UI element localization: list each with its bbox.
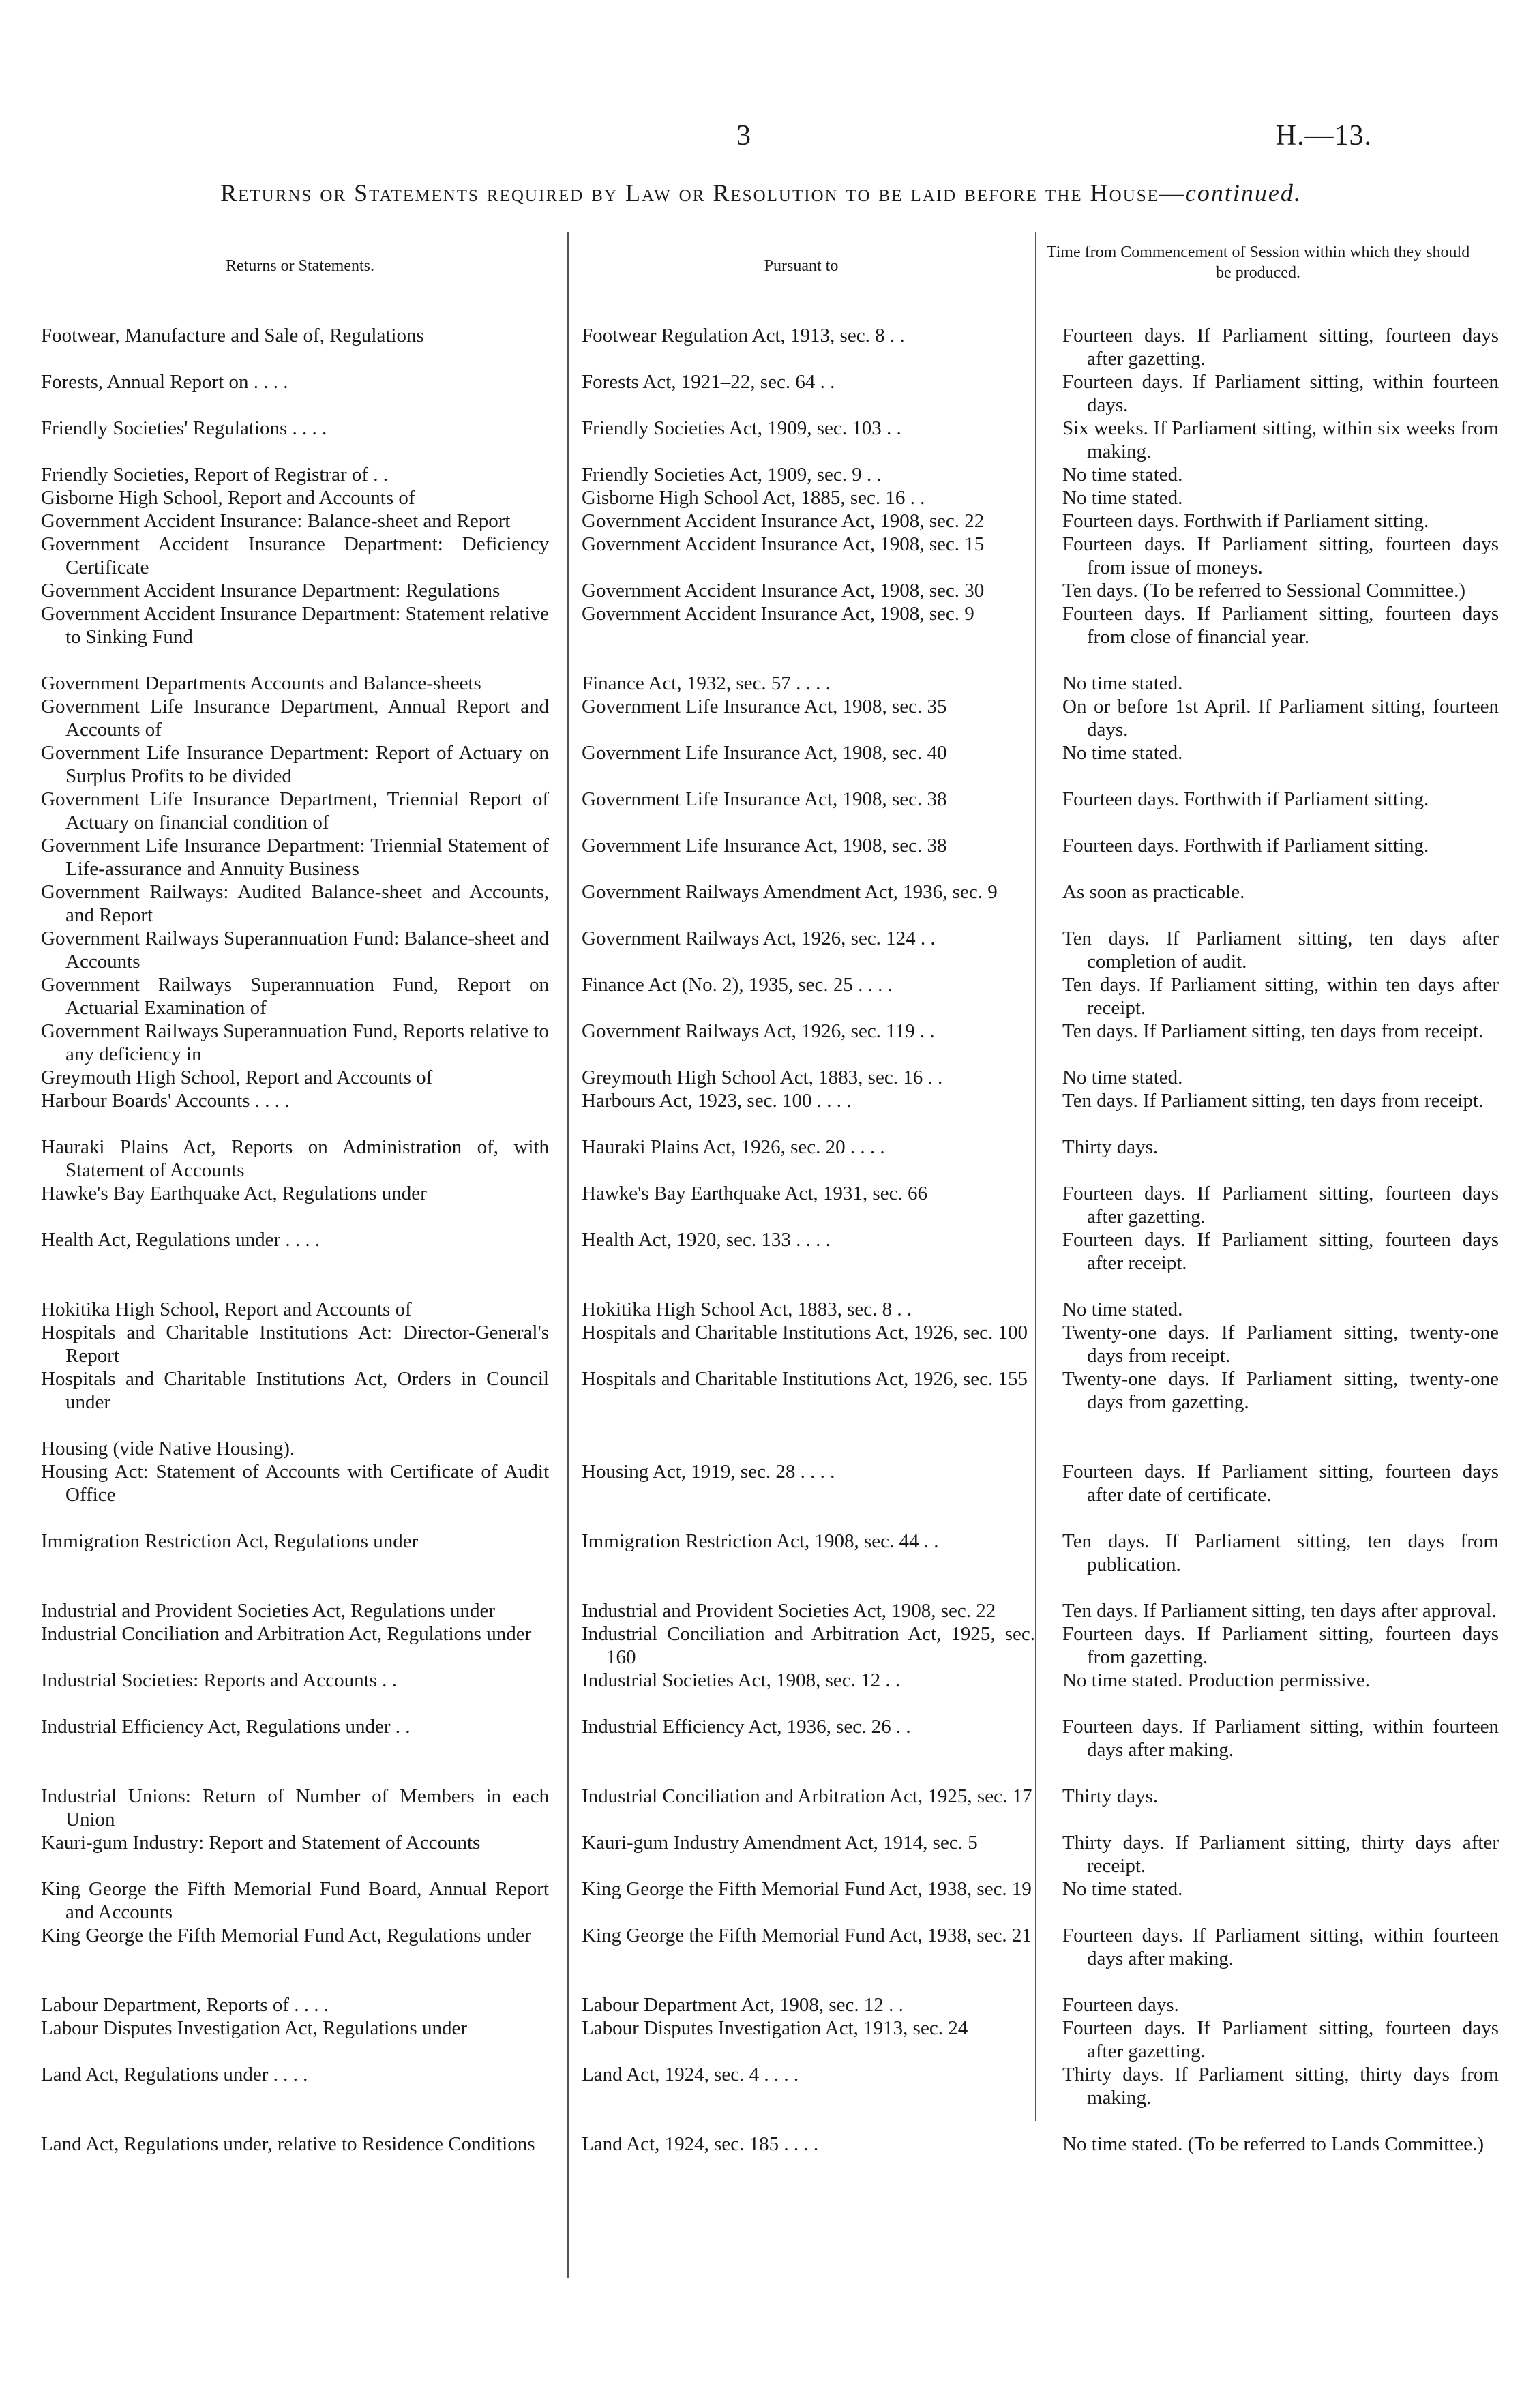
table-row	[0, 1066, 1522, 1089]
pursuant-cell: Finance Act, 1932, sec. 57 . . . .	[582, 672, 831, 694]
pursuant-cell: King George the Fifth Memorial Fund Act, 1938, sec. 21	[582, 1924, 1032, 1946]
row-spacer	[0, 2109, 1522, 2132]
returns-cell: Government Accident Insurance Department: Regulations	[41, 580, 501, 601]
time-cell: Fourteen days. If Parliament sitting, fourteen days from gazetting.	[1062, 1623, 1499, 1668]
time-cell	[1062, 1437, 1499, 1460]
row-spacer	[0, 1692, 1522, 1715]
returns-cell: Government Life Insurance Department, Triennial Report of Actuary on financial condition of	[41, 788, 549, 833]
column-header-time: Time from Commencement of Session within which they should be produced.	[1046, 243, 1470, 282]
time-cell: Thirty days.	[1062, 1785, 1159, 1807]
title-text: Returns or Statements required by Law or Resolution to be laid before the House—	[220, 179, 1185, 207]
returns-cell: Government Life Insurance Department: Triennial Statement of Life-assurance and Annuity Business	[41, 835, 549, 880]
time-cell: No time stated.	[1062, 672, 1183, 694]
table-row	[0, 1437, 1522, 1460]
row-spacer	[0, 1576, 1522, 1599]
returns-cell: Hospitals and Charitable Institutions Act, Orders in Council under	[41, 1368, 549, 1413]
time-cell: Thirty days. If Parliament sitting, thirty days after receipt.	[1062, 1832, 1499, 1877]
time-cell: No time stated.	[1062, 742, 1183, 764]
table-row	[0, 1622, 1522, 1669]
pursuant-cell: Government Life Insurance Act, 1908, sec. 40	[582, 742, 947, 764]
pursuant-cell: Industrial Societies Act, 1908, sec. 12 . .	[582, 1669, 901, 1691]
returns-cell: Hauraki Plains Act, Reports on Administration of, with Statement of Accounts	[41, 1136, 549, 1181]
returns-cell: Government Railways Superannuation Fund, Reports relative to any deficiency in	[41, 1020, 549, 1065]
time-cell: Fourteen days. Forthwith if Parliament sitting.	[1062, 510, 1429, 532]
returns-cell: Government Life Insurance Department: Report of Actuary on Surplus Profits to be divided	[41, 742, 549, 787]
table-row	[0, 2063, 1522, 2109]
time-cell: Fourteen days. If Parliament sitting, within fourteen days.	[1062, 371, 1499, 416]
pursuant-cell: Forests Act, 1921–22, sec. 64 . .	[582, 371, 835, 393]
pursuant-cell: Government Accident Insurance Act, 1908, sec. 9	[582, 603, 974, 625]
time-cell: Fourteen days. If Parliament sitting, fourteen days after gazetting.	[1062, 1183, 1499, 1228]
title-continued: continued.	[1184, 179, 1302, 207]
table-row	[0, 1228, 1522, 1275]
time-cell: No time stated.	[1062, 1298, 1183, 1320]
table-row	[0, 2017, 1522, 2063]
pursuant-cell: Health Act, 1920, sec. 133 . . . .	[582, 1229, 831, 1251]
pursuant-cell: Industrial and Provident Societies Act, 1908, sec. 22	[582, 1600, 996, 1622]
time-cell: No time stated.	[1062, 464, 1183, 486]
table-row	[0, 1367, 1522, 1414]
returns-cell: Health Act, Regulations under . . . .	[41, 1229, 320, 1251]
pursuant-cell: Gisborne High School Act, 1885, sec. 16 . .	[582, 487, 925, 509]
pursuant-cell: Hospitals and Charitable Institutions Act, 1926, sec. 100	[582, 1322, 1028, 1343]
returns-cell: Industrial Conciliation and Arbitration Act, Regulations under	[41, 1623, 532, 1645]
table-row	[0, 463, 1522, 486]
returns-cell: Hospitals and Charitable Institutions Act: Director-General's Report	[41, 1322, 549, 1367]
table-row	[0, 1993, 1522, 2017]
table-row	[0, 1530, 1522, 1576]
returns-table	[0, 324, 1522, 2156]
pursuant-cell: Industrial Conciliation and Arbitration Act, 1925, sec. 17	[582, 1785, 1032, 1807]
page-title	[0, 179, 1522, 207]
pursuant-cell: Immigration Restriction Act, 1908, sec. 44 . .	[582, 1530, 939, 1552]
time-cell: No time stated. (To be referred to Lands Committee.)	[1062, 2133, 1484, 2155]
pursuant-cell: Friendly Societies Act, 1909, sec. 9 . .	[582, 464, 882, 486]
returns-cell: Gisborne High School, Report and Accounts of	[41, 487, 415, 509]
returns-cell: Government Railways Superannuation Fund: Balance-sheet and Accounts	[41, 927, 549, 972]
returns-cell: Housing (vide Native Housing).	[41, 1438, 295, 1459]
table-row	[0, 1715, 1522, 1762]
pursuant-cell: Government Accident Insurance Act, 1908, sec. 22	[582, 510, 985, 532]
time-cell: Fourteen days. If Parliament sitting, fourteen days after receipt.	[1062, 1229, 1499, 1274]
table-row	[0, 741, 1522, 788]
time-cell: Thirty days.	[1062, 1136, 1159, 1158]
returns-cell: Industrial Unions: Return of Number of Members in each Union	[41, 1785, 549, 1830]
row-spacer	[0, 1506, 1522, 1530]
table-row	[0, 2132, 1522, 2156]
pursuant-cell: Industrial Efficiency Act, 1936, sec. 26 . .	[582, 1716, 911, 1738]
returns-cell: Industrial Societies: Reports and Accounts . .	[41, 1669, 397, 1691]
pursuant-cell: Government Life Insurance Act, 1908, sec. 35	[582, 696, 947, 717]
time-cell: Ten days. If Parliament sitting, ten days after approval.	[1062, 1600, 1497, 1622]
time-cell: Twenty-one days. If Parliament sitting, twenty-one days from gazetting.	[1062, 1368, 1499, 1413]
time-cell: Fourteen days. If Parliament sitting, fourteen days from issue of moneys.	[1062, 533, 1499, 578]
table-row	[0, 1831, 1522, 1877]
table-row	[0, 1135, 1522, 1182]
row-spacer	[0, 1275, 1522, 1298]
row-spacer	[0, 1414, 1522, 1437]
time-cell: Fourteen days. Forthwith if Parliament sitting.	[1062, 835, 1429, 857]
time-cell: Fourteen days. If Parliament sitting, fourteen days from close of financial year.	[1062, 603, 1499, 648]
time-cell: Fourteen days. If Parliament sitting, fourteen days after gazetting.	[1062, 2017, 1499, 2062]
time-cell: Twenty-one days. If Parliament sitting, twenty-one days from receipt.	[1062, 1322, 1499, 1367]
time-cell: Ten days. If Parliament sitting, ten days from receipt.	[1062, 1090, 1484, 1112]
document-code: H.—13.	[1275, 120, 1372, 151]
pursuant-cell: Harbours Act, 1923, sec. 100 . . . .	[582, 1090, 852, 1112]
table-row	[0, 1669, 1522, 1692]
returns-cell: Government Railways Superannuation Fund, Report on Actuarial Examination of	[41, 974, 549, 1019]
table-row	[0, 1460, 1522, 1506]
time-cell: On or before 1st April. If Parliament sitting, fourteen days.	[1062, 696, 1499, 741]
time-cell: Fourteen days. Forthwith if Parliament sitting.	[1062, 788, 1429, 810]
table-row	[0, 672, 1522, 695]
table-row	[0, 695, 1522, 741]
pursuant-cell: Land Act, 1924, sec. 4 . . . .	[582, 2064, 799, 2085]
table-row	[0, 1182, 1522, 1228]
row-spacer	[0, 1762, 1522, 1785]
table-row	[0, 927, 1522, 973]
pursuant-cell: Hauraki Plains Act, 1926, sec. 20 . . . .	[582, 1136, 885, 1158]
returns-cell: Greymouth High School, Report and Accounts of	[41, 1067, 433, 1088]
time-cell: Fourteen days. If Parliament sitting, within fourteen days after making.	[1062, 1924, 1499, 1969]
pursuant-cell: Government Railways Amendment Act, 1936, sec. 9	[582, 881, 998, 903]
table-row	[0, 1785, 1522, 1831]
returns-cell: Labour Department, Reports of . . . .	[41, 1994, 329, 2016]
row-spacer	[0, 649, 1522, 672]
pursuant-cell: Government Accident Insurance Act, 1908, sec. 30	[582, 580, 985, 601]
time-cell: Ten days. If Parliament sitting, within ten days after receipt.	[1062, 974, 1499, 1019]
pursuant-cell: Hospitals and Charitable Institutions Act, 1926, sec. 155	[582, 1368, 1028, 1390]
returns-cell: Labour Disputes Investigation Act, Regulations under	[41, 2017, 468, 2039]
returns-cell: Government Accident Insurance Department: Statement relative to Sinking Fund	[41, 603, 549, 648]
time-cell: Fourteen days. If Parliament sitting, fourteen days after gazetting.	[1062, 325, 1499, 370]
returns-cell: Footwear, Manufacture and Sale of, Regulations	[41, 325, 424, 346]
column-header-pursuant: Pursuant to	[764, 257, 839, 275]
pursuant-cell: Government Accident Insurance Act, 1908, sec. 15	[582, 533, 985, 555]
table-row	[0, 579, 1522, 602]
table-row	[0, 1599, 1522, 1622]
time-cell: Thirty days. If Parliament sitting, thirty days from making.	[1062, 2064, 1499, 2109]
pursuant-cell: Labour Department Act, 1908, sec. 12 . .	[582, 1994, 904, 2016]
time-cell: Fourteen days.	[1062, 1994, 1179, 2016]
pursuant-cell: Government Railways Act, 1926, sec. 124 . .	[582, 927, 936, 949]
table-row	[0, 788, 1522, 834]
pursuant-cell: Hawke's Bay Earthquake Act, 1931, sec. 66	[582, 1183, 927, 1204]
pursuant-cell: Land Act, 1924, sec. 185 . . . .	[582, 2133, 819, 2155]
row-spacer	[0, 1970, 1522, 1993]
time-cell: No time stated.	[1062, 487, 1183, 509]
pursuant-cell: Finance Act (No. 2), 1935, sec. 25 . . . .	[582, 974, 893, 996]
returns-cell: Land Act, Regulations under . . . .	[41, 2064, 308, 2085]
pursuant-cell	[582, 1437, 1035, 1460]
pursuant-cell: Footwear Regulation Act, 1913, sec. 8 . .	[582, 325, 905, 346]
pursuant-cell: Greymouth High School Act, 1883, sec. 16 . .	[582, 1067, 943, 1088]
table-row	[0, 1020, 1522, 1066]
returns-cell: Friendly Societies' Regulations . . . .	[41, 417, 327, 439]
table-row	[0, 1877, 1522, 1924]
pursuant-cell: Housing Act, 1919, sec. 28 . . . .	[582, 1461, 835, 1483]
time-cell: Fourteen days. If Parliament sitting, fourteen days after date of certificate.	[1062, 1461, 1499, 1506]
time-cell: Fourteen days. If Parliament sitting, within fourteen days after making.	[1062, 1716, 1499, 1761]
time-cell: Ten days. (To be referred to Sessional Committee.)	[1062, 580, 1466, 601]
column-header-returns: Returns or Statements.	[226, 257, 374, 275]
pursuant-cell: Government Life Insurance Act, 1908, sec. 38	[582, 788, 947, 810]
returns-cell: Government Departments Accounts and Balance-sheets	[41, 672, 481, 694]
pursuant-cell: Government Railways Act, 1926, sec. 119 . .	[582, 1020, 935, 1042]
table-row	[0, 602, 1522, 649]
returns-cell: Land Act, Regulations under, relative to Residence Conditions	[41, 2133, 535, 2155]
table-row	[0, 1924, 1522, 1970]
time-cell: Ten days. If Parliament sitting, ten days after completion of audit.	[1062, 927, 1499, 972]
table-row	[0, 533, 1522, 579]
returns-cell: King George the Fifth Memorial Fund Board, Annual Report and Accounts	[41, 1878, 549, 1923]
returns-cell: Immigration Restriction Act, Regulations under	[41, 1530, 419, 1552]
table-row	[0, 1089, 1522, 1112]
page-number: 3	[736, 120, 751, 151]
pursuant-cell: Friendly Societies Act, 1909, sec. 103 . .	[582, 417, 901, 439]
table-row	[0, 486, 1522, 509]
pursuant-cell: King George the Fifth Memorial Fund Act, 1938, sec. 19	[582, 1878, 1032, 1900]
time-cell: No time stated. Production permissive.	[1062, 1669, 1371, 1691]
time-cell: No time stated.	[1062, 1878, 1183, 1900]
returns-cell: Government Accident Insurance: Balance-sheet and Report	[41, 510, 511, 532]
returns-cell: Friendly Societies, Report of Registrar of . .	[41, 464, 389, 486]
table-row	[0, 973, 1522, 1020]
pursuant-cell: Hokitika High School Act, 1883, sec. 8 . .	[582, 1298, 912, 1320]
returns-cell: Industrial and Provident Societies Act, Regulations under	[41, 1600, 496, 1622]
pursuant-cell: Kauri-gum Industry Amendment Act, 1914, sec. 5	[582, 1832, 978, 1854]
table-row	[0, 509, 1522, 533]
time-cell: No time stated.	[1062, 1067, 1183, 1088]
time-cell: Six weeks. If Parliament sitting, within six weeks from making.	[1062, 417, 1499, 462]
table-row	[0, 880, 1522, 927]
table-row	[0, 417, 1522, 463]
returns-cell: Government Railways: Audited Balance-sheet and Accounts, and Report	[41, 881, 549, 926]
returns-cell: Government Accident Insurance Department: Deficiency Certificate	[41, 533, 549, 578]
table-row	[0, 834, 1522, 880]
returns-cell: Hawke's Bay Earthquake Act, Regulations under	[41, 1183, 427, 1204]
table-row	[0, 1321, 1522, 1367]
returns-cell: Forests, Annual Report on . . . .	[41, 371, 288, 393]
table-row	[0, 1298, 1522, 1321]
pursuant-cell: Industrial Conciliation and Arbitration Act, 1925, sec. 160	[582, 1623, 1035, 1668]
pursuant-cell: Labour Disputes Investigation Act, 1913, sec. 24	[582, 2017, 968, 2039]
time-cell: As soon as practicable.	[1062, 881, 1245, 903]
returns-cell: Housing Act: Statement of Accounts with Certificate of Audit Office	[41, 1461, 549, 1506]
table-row	[0, 370, 1522, 417]
returns-cell: King George the Fifth Memorial Fund Act, Regulations under	[41, 1924, 531, 1946]
returns-cell: Kauri-gum Industry: Report and Statement of Accounts	[41, 1832, 481, 1854]
time-cell: Ten days. If Parliament sitting, ten days from receipt.	[1062, 1020, 1484, 1042]
time-cell: Ten days. If Parliament sitting, ten days from publication.	[1062, 1530, 1499, 1575]
returns-cell: Government Life Insurance Department, Annual Report and Accounts of	[41, 696, 549, 741]
row-spacer	[0, 1112, 1522, 1135]
table-row	[0, 324, 1522, 370]
returns-cell: Hokitika High School, Report and Accounts of	[41, 1298, 412, 1320]
returns-cell: Industrial Efficiency Act, Regulations under . .	[41, 1716, 411, 1738]
pursuant-cell: Government Life Insurance Act, 1908, sec. 38	[582, 835, 947, 857]
returns-cell: Harbour Boards' Accounts . . . .	[41, 1090, 290, 1112]
